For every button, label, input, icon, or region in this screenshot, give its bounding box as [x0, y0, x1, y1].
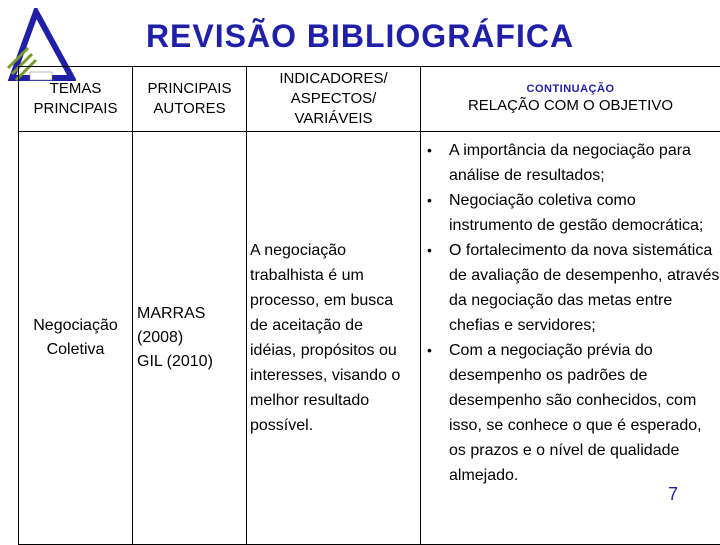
- cell-objetivo: [421, 132, 720, 545]
- list-item: • Negociação coletiva como instrumento de gestão democrática;: [421, 188, 720, 238]
- table-row: [19, 132, 720, 545]
- header-row: [19, 67, 720, 132]
- header-temas: TEMAS PRINCIPAIS: [19, 67, 133, 132]
- cell-autores: MARRAS (2008) GIL (2010): [133, 132, 247, 545]
- header-indicadores: INDICADORES/ ASPECTOS/ VARIÁVEIS: [247, 67, 421, 132]
- page-title: REVISÃO BIBLIOGRÁFICA: [0, 18, 720, 55]
- list-item: • O fortalecimento da nova sistemática de avaliação de desempenho, através da negociação das metas entre chefias e servidores;: [421, 238, 720, 338]
- page-number: 7: [668, 484, 678, 505]
- cell-tema: Negociação Coletiva: [19, 132, 133, 545]
- list-item: • A importância da negociação para análise de resultados;: [421, 138, 720, 188]
- cell-indicador: A negociação trabalhista é um processo, em busca de aceitação de idéias, propósitos ou interesses, visando o melhor resultado possível.: [247, 132, 421, 545]
- continuation-label: CONTINUAÇÃO: [421, 82, 720, 96]
- header-autores: PRINCIPAIS AUTORES: [133, 67, 247, 132]
- list-item: • Com a negociação prévia do desempenho os padrões de desempenho são conhecidos, com isso, se conhece o que é esperado, os prazos e o nível de qualidade almejado.: [421, 338, 720, 488]
- header-relacao: CONTINUAÇÃO RELAÇÃO COM O OBJETIVO: [421, 67, 720, 132]
- objective-list: [421, 138, 720, 488]
- bibliography-table: [18, 66, 720, 545]
